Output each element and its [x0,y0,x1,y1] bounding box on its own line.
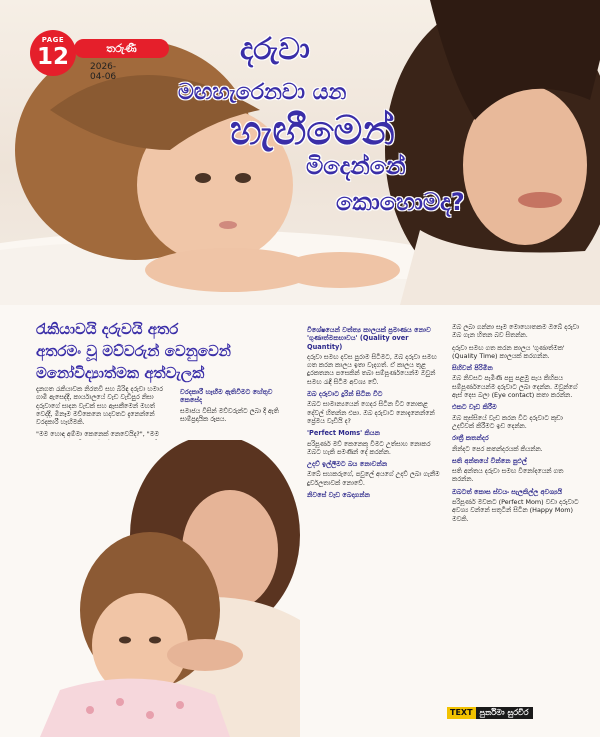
paragraph: ඔබ නිවසට පැමිණි පසු පළමු පැය කිහිපය සම්පූර්ණයෙන්ම දරුවාට ලබා දෙන්න. ඔවුන්ගේ ඇස් දෙස බලා (Eye contact) කතා කරන්න. [452,374,578,400]
page-number-circle [30,30,76,76]
subheading: සති අන්තයේ වින්නෙ පුළුල් [452,456,527,465]
title-line-1: දරුවා [240,32,310,67]
paragraph: පරිපූර්ණ මව් කෙනෙකු වීමට උත්සාහ නොකර ඔබට හැකි පමණින් දේ කරන්න. [307,439,431,456]
paragraph: සති අන්තය දරුවා සමඟ විනෝදයෙන් ගත කරන්න. [452,467,564,484]
title-line-2: මඟහැරෙනවා යන [178,80,347,105]
subheading: සිහිවන් පිරිමින [452,364,493,373]
title-line-3: හැඟීමෙන් [230,108,395,154]
article-column-4 [452,323,582,693]
paragraph: සමාජය විසින් මව්වරුන්ට ලබා දී ඇති සාම්ප්‍රදායික රූපය. [180,406,279,423]
page-number: 12 [36,44,69,70]
subheading: ඔබටත් කොස ස්වයං සැලකිල්ල අවශ්‍යයි [452,487,563,496]
lead-line-2: අතරමං වූ මව්වරුන් වෙනුවෙන් [36,342,231,360]
paragraph: පරිපූර්ණ මවකට (Perfect Mom) වඩා දරුවාට අවශ්‍ය වන්නේ සතුටින් සිටින (Happy Mom) මවකි. [452,498,579,523]
paragraph: ඔබේ සහකරුගේ, පවුලේ අයගේ උදව් ලබා ගැනීම දුර්වලතාවක් නොවේ. [307,470,440,487]
subheading: එකට වැඩ කිරීම [452,403,497,412]
byline [447,707,533,719]
hero-photo [0,0,600,305]
paragraph: දරුවා සමඟ දවස පුරාම සිටීමට, ඔබ දරුවා සමඟ ගත කරන කාලය ඉතා වැදගත්. ඒ කාලය තුළ දුරකතනය පසෙකින් තබා සම්පූර්ණයෙන්ම ඔවුන් සමඟ රැඳී සිටීම අවශ්‍ය වේ. [307,352,437,386]
lead-heading [36,318,286,384]
mother-child-illustration [0,440,300,737]
lead-line-1: රැකියාවයි දරුවයි අතර [36,320,179,338]
issue-date: 2026-04-06 [90,62,117,82]
paragraph: නින්දට පෙර කතන්දරයක් කියන්න. [452,444,543,453]
article-column-3 [307,323,445,693]
paragraph: දරුවා සමඟ ගත කරන කාලය 'ගුණාත්මක' (Quality Time) කාලයක් කරගන්න. [452,343,565,360]
title-line-5: කොහොමද? [336,188,465,216]
paragraph: ඔබ කුස්සියේ වැඩ කරන විට දරුවාට කුඩා උදව්වක් කිරීමට ඉඩ දෙන්න. [452,413,563,430]
paragraph: "මම හොඳ අම්මා කෙනෙක් නෙවෙයිද?", "මම [36,430,159,439]
subheading: රාත්‍රී කතන්දර [452,434,489,443]
subheading: ඔබ දරුවාට දුරින් සිටින විට [307,390,383,399]
paragraph: දැනගත රැකියාවක නිරතවී සහ බිරිඳ දරුවා හමාර ගාමී ඇසෙද්දී, කාර්යාලයේ වැඩ වැඩිපුර නිසා දරුවාගේ සාදන වැඩක් සහ ඇසකීමෙන් මහත් වෙද්දී, මිනෑම මව්කෙනෙ හදවතට දැනෙන්නේ වරදකාරී හැඟීමකි. [36,385,163,427]
subheading: උදව් ඉල්ලීමට බය නොවන්න [307,460,388,469]
title-line-4: මිදෙන්නේ [306,152,406,180]
magazine-name: තරුණී [74,39,169,58]
mother-child-photo [0,440,300,737]
paragraph: ඔබ ලබා ගන්නා සෑම මොහොතකම ඔබේ දරුවා ඔබ ගැන හිතන බව සිතන්න. [452,323,580,340]
page-label: PAGE [41,36,65,44]
subheading: විශේෂයෙන් වත්ත්‍ය කාලයක් ප්‍රමාණය නොව 'ගුණාත්මකභාවය' (Quality over Quantity) [307,326,431,351]
subheading: නිවසේ වැඩ බෙදාගන්න [307,491,370,500]
author-name: පුර්නිමා සුරවීර [476,707,533,719]
subheading: 'Perfect Moms' කියන [307,429,380,438]
byline-tag: TEXT [447,707,476,719]
paragraph: ඔබට සාමාන්‍යයෙන් ගෙදර සිටින විට නොකළ දේවල් හිතන්න එපා. ඔබ දරුවාට නොදැනෙන්නේ ප්‍රේමය වැඩියි ද? [307,400,435,425]
lead-line-3: මනෝවිද්‍යාත්මක අත්වැලක් [36,364,205,382]
subheading: වරදකාරී හැඟීම ඇතිවීමට හේතුව කෙසේද [180,388,273,405]
